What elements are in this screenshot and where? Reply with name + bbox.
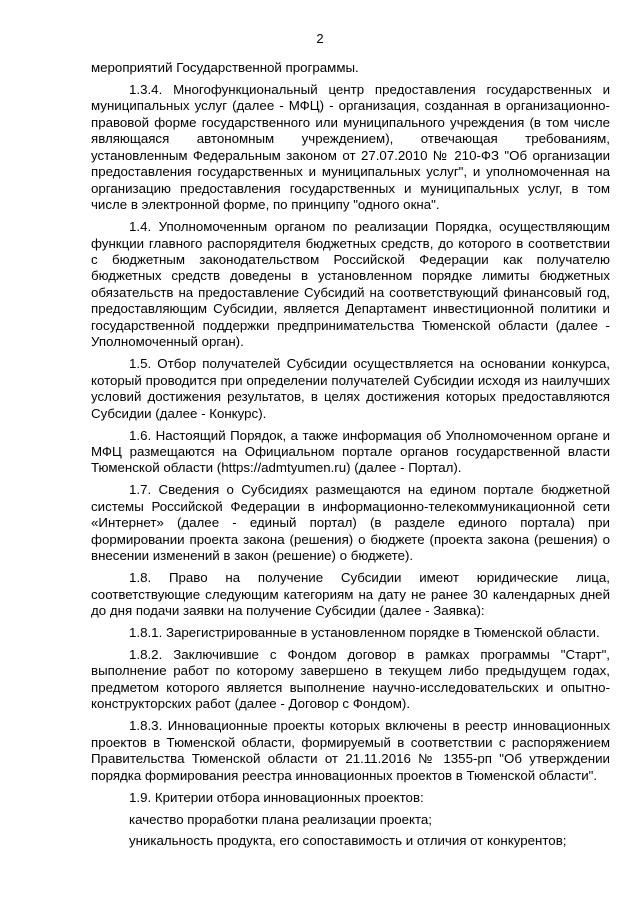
paragraph-1-9-criteria: 1.9. Критерии отбора инновационных проектов: [129, 789, 424, 805]
document-body [91, 60, 610, 850]
paragraph-1-6-portal: 1.6. Настоящий Порядок, а также информация об Уполномоченном органе и МФЦ размещаются на Официальном портале органов государственной власти Тюменской области (https://admtyumen.ru) (далее - Портал). [91, 427, 610, 476]
paragraph-1-5-selection: 1.5. Отбор получателей Субсидии осуществляется на основании конкурса, который проводится при определении получателей Субсидии исходя из наилучших условий достижения результатов, в целях достижения которых предоставляются Субсидии (далее - Конкурс). [91, 356, 610, 421]
paragraph-1-8-1-registered: 1.8.1. Зарегистрированные в установленном порядке в Тюменской области. [129, 625, 600, 640]
paragraph-1-4-authorized-body: 1.4. Уполномоченным органом по реализации Порядка, осуществляющим функции главного распорядителя бюджетных средств, до которого в соответствии с бюджетным законодательством Российской Федерации как получателю бюджетных средств доведены в установленном порядке лимиты бюджетных обязательств на предоставление Субсидий на соответствующий финансовый год, предоставляющим Субсидии, является Департамент инвестиционной политики и государственной поддержки предпринимательства Тюменской области (далее - Уполномоченный орган). [91, 219, 610, 350]
criterion-product-uniqueness: уникальность продукта, его сопоставимость и отличия от конкурентов; [129, 833, 567, 849]
paragraph-program-measures: мероприятий Государственной программы. [91, 60, 359, 75]
paragraph-1-8-2-fund-contract: 1.8.2. Заключившие с Фондом договор в рамках программы "Старт", выполнение работ по которому завершено в текущем либо предыдущем годах, предметом которого является выполнение научно-исследовательских и опытно-конструкторских работ (далее - Договор с Фондом). [91, 646, 610, 712]
paragraph-1-7-unified-portal: 1.7. Сведения о Субсидиях размещаются на едином портале бюджетной системы Российской Федерации в информационно-телекоммуникационной сети «Интернет» (далее - единый портал) (в разделе единого портала) при формировании проекта закона (решения) о бюджете (проекта закона (решения) о внесении изменений в закон (решение) о бюджете). [91, 482, 610, 564]
paragraph-1-3-4-mfc: 1.3.4. Многофункциональный центр предоставления государственных и муниципальных услуг (далее - МФЦ) - организация, созданная в организационно-правовой форме государственного или муниципального учреждения (в том числе являющаяся автономным учреждением), отвечающая требованиям, установленным Федеральным законом от 27.07.2010 № 210-ФЗ "Об организации предоставления государственных и муниципальных услуг", и уполномоченная на организацию предоставления государственных и муниципальных услуг, в том числе в электронной форме, по принципу "одного окна". [91, 81, 610, 213]
paragraph-1-8-eligibility: 1.8. Право на получение Субсидии имеют юридические лица, соответствующие следующим категориям на дату не ранее 30 календарных дней до дня подачи заявки на получение Субсидии (далее - Заявка): [91, 570, 610, 619]
page-number: 2 [316, 31, 324, 46]
paragraph-1-8-3-innovation-registry: 1.8.3. Инновационные проекты которых включены в реестр инновационных проектов в Тюменской области, формируемый в соответствии с распоряжением Правительства Тюменской области от 21.11.2016 № 1355-рп "Об утверждении порядка формирования реестра инновационных проектов в Тюменской области". [91, 718, 610, 783]
criterion-plan-quality: качество проработки плана реализации проекта; [129, 811, 433, 827]
